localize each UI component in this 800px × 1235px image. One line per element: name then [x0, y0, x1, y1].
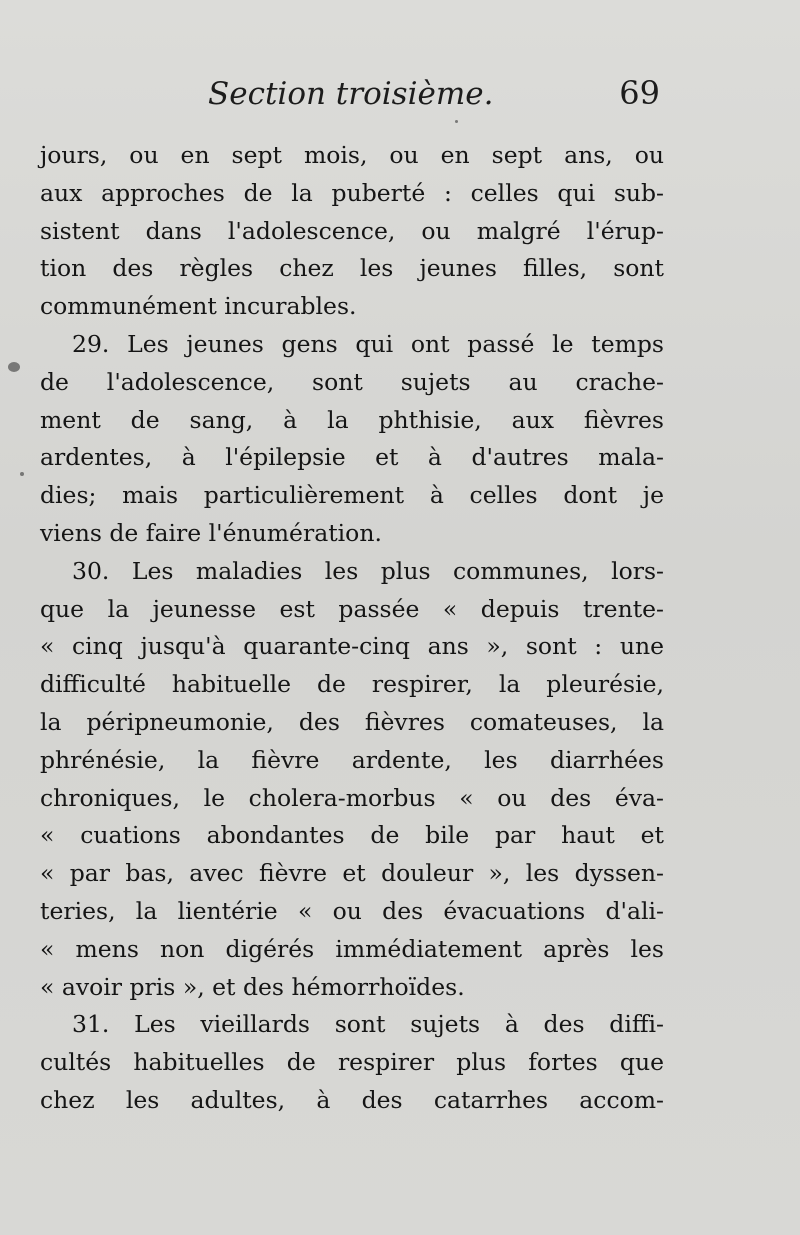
text-line: aux approches de la puberté : celles qui sub-: [40, 178, 664, 207]
text-line: viens de faire l'énumération.: [40, 518, 382, 547]
text-line: « cinq jusqu'à quarante-cinq ans », sont : une: [40, 632, 664, 661]
text-line: « avoir pris », et des hémorrhoïdes.: [40, 972, 465, 1001]
page-header: [40, 72, 664, 122]
text-line: teries, la lientérie « ou des évacuations d'ali-: [40, 896, 664, 925]
text-line: tion des règles chez les jeunes filles, sont: [40, 254, 664, 283]
text-line: phrénésie, la fièvre ardente, les diarrhées: [40, 745, 664, 774]
text-line: sistent dans l'adolescence, ou malgré l'érup-: [40, 216, 664, 245]
running-head: Section troisième.: [208, 76, 494, 112]
text-line: de l'adolescence, sont sujets au crache-: [40, 367, 664, 396]
text-line: « par bas, avec fièvre et douleur », les dyssen-: [40, 859, 664, 888]
paragraph-30-start: 30. Les maladies les plus communes, lors-: [72, 556, 664, 585]
paragraph-31-start: 31. Les vieillards sont sujets à des diffi-: [72, 1010, 664, 1039]
text-line: difficulté habituelle de respirer, la pleurésie,: [40, 670, 664, 699]
text-line: dies; mais particulièrement à celles dont je: [40, 481, 664, 510]
ink-speck: [20, 472, 24, 476]
text-line: « cuations abondantes de bile par haut et: [40, 821, 664, 850]
body-text: [40, 137, 664, 1120]
text-line: que la jeunesse est passée « depuis trente-: [40, 594, 664, 623]
paragraph-29-start: 29. Les jeunes gens qui ont passé le temps: [72, 329, 664, 358]
text-line: ment de sang, à la phthisie, aux fièvres: [40, 405, 664, 434]
text-line: ardentes, à l'épilepsie et à d'autres mala-: [40, 443, 664, 472]
text-line: cultés habituelles de respirer plus fortes que: [40, 1048, 664, 1077]
text-line: chez les adultes, à des catarrhes accom-: [40, 1085, 664, 1114]
text-line: chroniques, le cholera-morbus « ou des éva-: [40, 783, 664, 812]
text-line: jours, ou en sept mois, ou en sept ans, ou: [40, 141, 664, 169]
page-number: 69: [619, 74, 660, 112]
text-line: la péripneumonie, des fièvres comateuses, la: [40, 707, 664, 736]
ink-speck: [8, 362, 20, 372]
text-line: « mens non digérés immédiatement après les: [40, 934, 664, 963]
text-line: communément incurables.: [40, 292, 357, 321]
